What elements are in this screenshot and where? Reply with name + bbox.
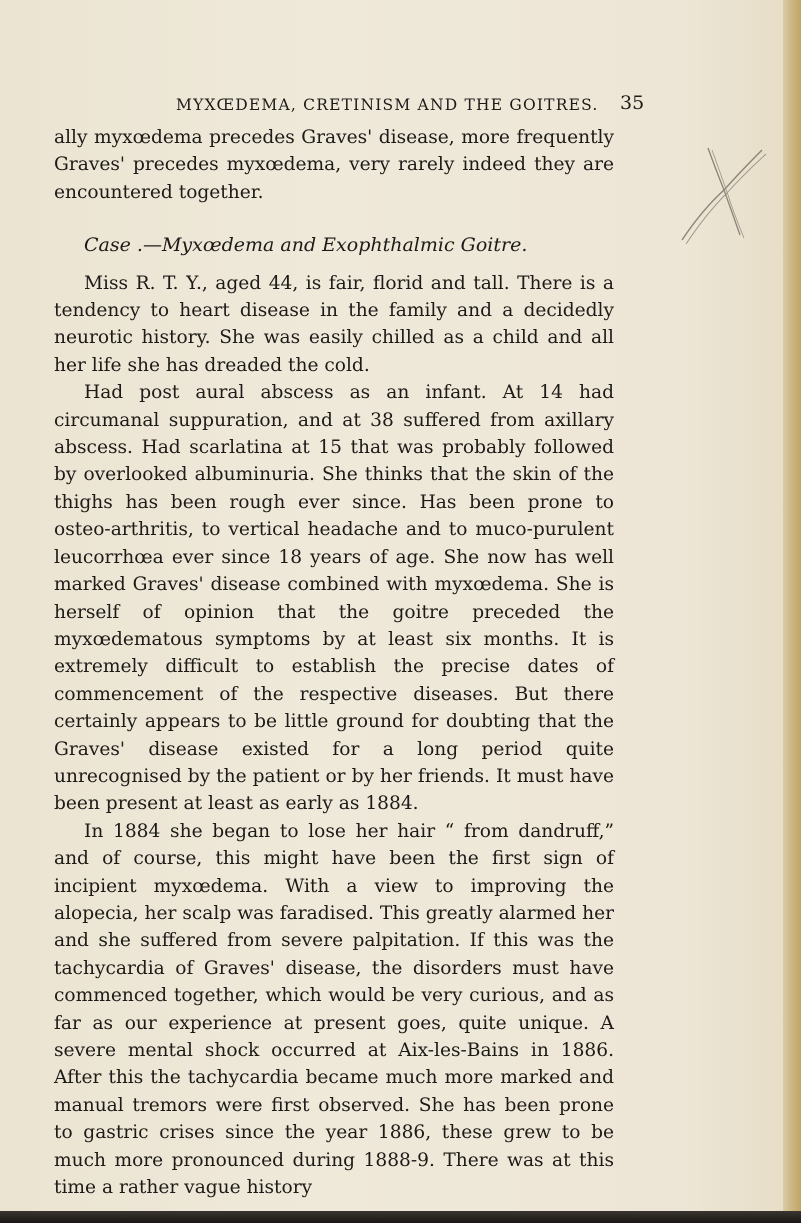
scan-bottom-edge [0, 1211, 801, 1223]
paragraph-3: In 1884 she began to lose her hair “ from dandruff,” and of course, this might have been the first sign of incipient myxœdema. With a view to improving the alopecia, her scalp was faradised. This greatly alarmed her and she suffered from severe palpitation. If this was the tachycardia of Graves' disease, the disorders must have commenced together, which would be very curious, and as far as our experience at present goes, quite unique. A severe mental shock occurred at Aix-les-Bains in 1886. After this the tachycardia became much more marked and manual tremors were first observed. She has been prone to gastric crises since the year 1886, these grew to be much more pronounced during 1888-9. There was at this time a rather vague history [54, 820, 614, 1199]
pencil-mark-icon [672, 140, 772, 270]
page-number: 35 [620, 92, 645, 114]
paragraph-2: Had post aural abscess as an infant. At 14 had circumanal suppuration, and at 38 suffered from axillary abscess. Had scarlatina at 15 that was probably followed by overlooked albuminuria. She thinks that the skin of the thighs has been rough ever since. Has been prone to osteo-arthritis, to vertical headache and to muco-purulent leucorrhœa ever since 18 years of age. She now has well marked Graves' disease combined with myxœdema. She is herself of opinion that the goitre preceded the myxœdematous symptoms by at least six months. It is extremely difficult to establish the precise dates of commencement of the respective diseases. But there certainly appears to be little ground for doubting that the Graves' disease existed for a long period quite unrecognised by the patient or by her friends. It must have been present at least as early as 1884. [54, 382, 614, 815]
body-text [54, 124, 614, 1201]
running-title: MYXŒDEMA, CRETINISM AND THE GOITRES. [176, 96, 599, 114]
page-edge [783, 0, 801, 1223]
running-head [0, 92, 801, 118]
case-heading: Case .—Myxœdema and Exophthalmic Goitre. [84, 234, 528, 257]
paragraph-1: Miss R. T. Y., aged 44, is fair, florid and tall. There is a tendency to heart disease in the family and a decidedly neurotic history. She was easily chilled as a child and all her life she has dreaded the cold. [54, 272, 614, 376]
paragraph-continuation: ally myxœdema precedes Graves' disease, more frequently Graves' precedes myxœdema, very rarely indeed they are encountered together. [54, 127, 614, 203]
